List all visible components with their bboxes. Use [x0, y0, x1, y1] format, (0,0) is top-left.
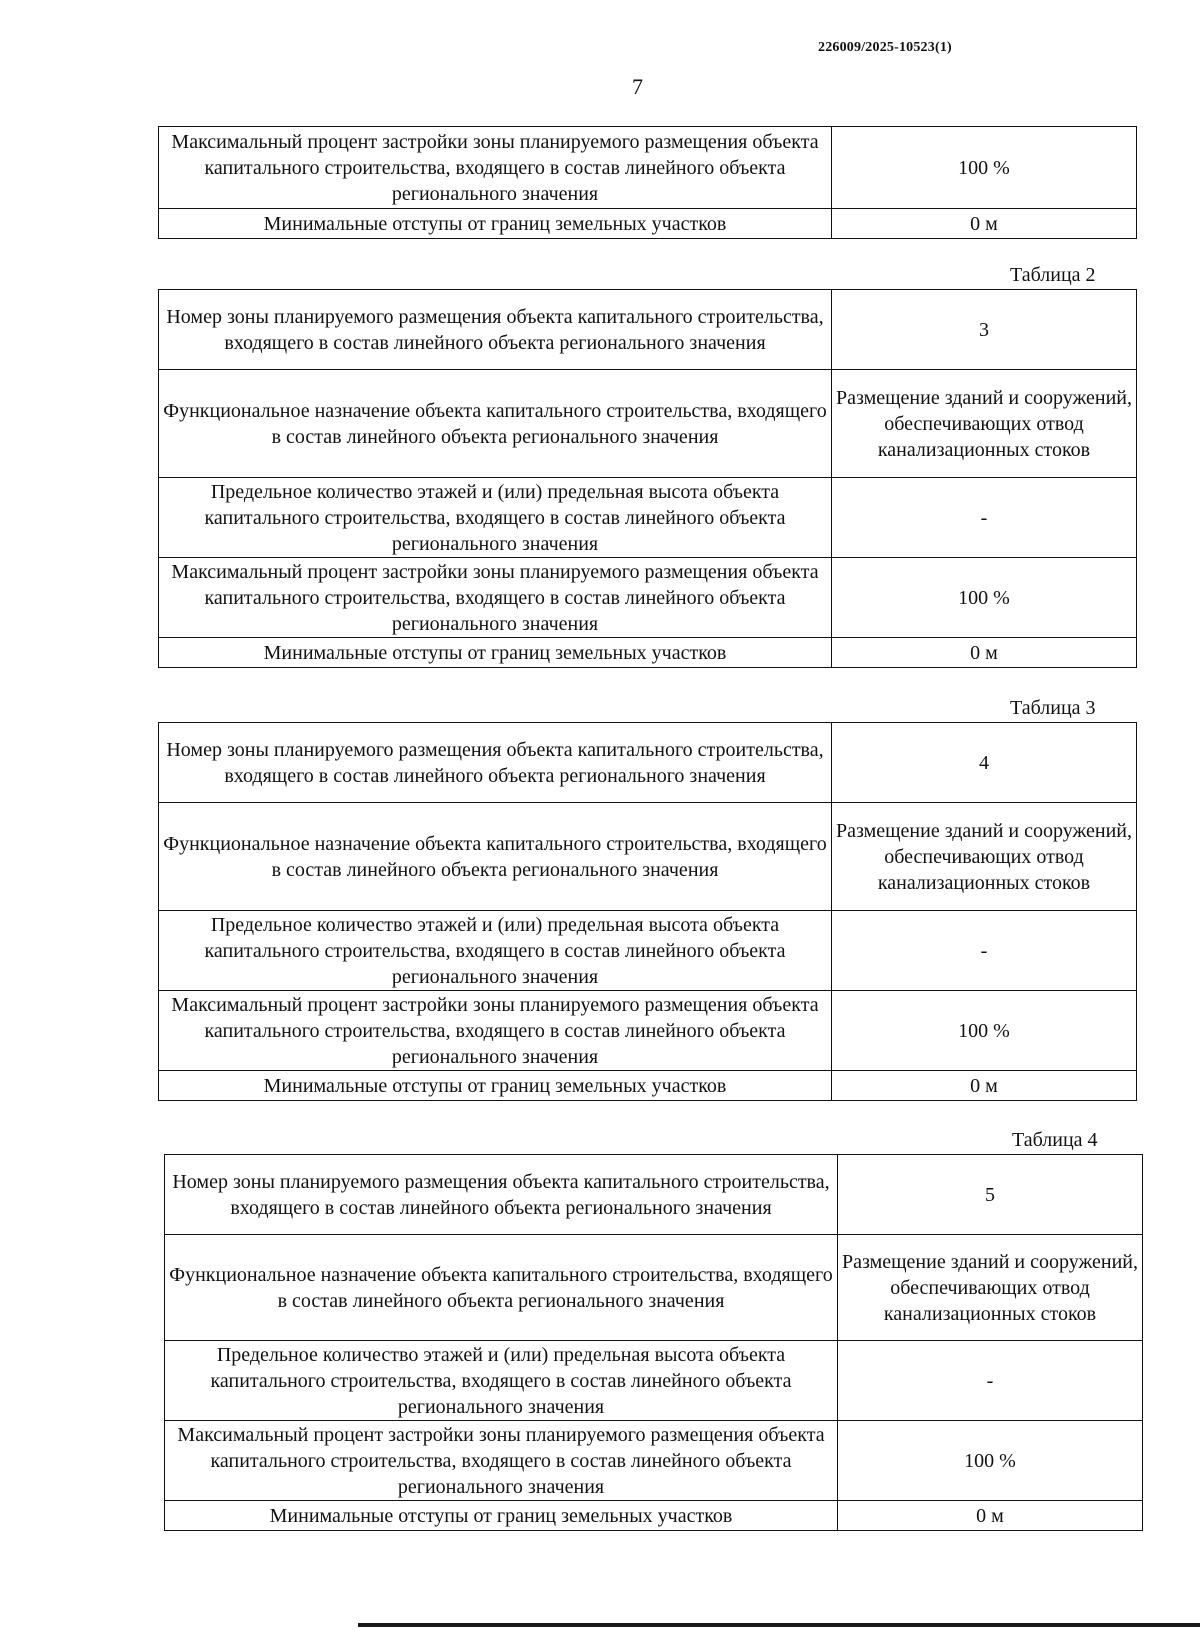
table-cell-value: 100 % — [832, 991, 1137, 1071]
table-cell-param: Предельное количество этажей и (или) предельная высота объекта капитального строительства, входящего в состав линейного объекта регионального значения — [159, 911, 832, 991]
table-cell-value: - — [832, 478, 1137, 558]
table-cell-param: Предельное количество этажей и (или) предельная высота объекта капитального строительства, входящего в состав линейного объекта регионального значения — [165, 1341, 838, 1421]
table-cell-value: 3 — [832, 290, 1137, 370]
table-row — [159, 723, 1137, 803]
table-row — [165, 1501, 1143, 1531]
table-cell-value: Размещение зданий и сооружений, обеспечивающих отвод канализационных стоков — [838, 1235, 1143, 1341]
table-cell-param: Функциональное назначение объекта капитального строительства, входящего в состав линейного объекта регионального значения — [159, 370, 832, 478]
table-row — [159, 911, 1137, 991]
table-cell-value: 0 м — [832, 209, 1137, 239]
table-cell-param: Максимальный процент застройки зоны планируемого размещения объекта капитального строительства, входящего в состав линейного объекта регионального значения — [165, 1421, 838, 1501]
page-number: 7 — [632, 74, 643, 99]
table-cell-param: Функциональное назначение объекта капитального строительства, входящего в состав линейного объекта регионального значения — [165, 1235, 838, 1341]
table-4 — [164, 1154, 1143, 1531]
table-cell-param: Номер зоны планируемого размещения объекта капитального строительства, входящего в состав линейного объекта регионального значения — [159, 290, 832, 370]
table-caption: Таблица 4 — [1012, 1129, 1098, 1151]
table-row — [159, 478, 1137, 558]
table-cell-param: Максимальный процент застройки зоны планируемого размещения объекта капитального строительства, входящего в состав линейного объекта регионального значения — [159, 991, 832, 1071]
table-row — [159, 290, 1137, 370]
table-cell-value: 0 м — [832, 1071, 1137, 1101]
table-cell-param: Максимальный процент застройки зоны планируемого размещения объекта капитального строительства, входящего в состав линейного объекта регионального значения — [159, 127, 832, 209]
table-cell-param: Минимальные отступы от границ земельных участков — [159, 209, 832, 239]
table-cell-param: Минимальные отступы от границ земельных участков — [159, 1071, 832, 1101]
table-cell-param: Функциональное назначение объекта капитального строительства, входящего в состав линейного объекта регионального значения — [159, 803, 832, 911]
table-3 — [158, 722, 1137, 1101]
bottom-scan-edge — [358, 1623, 1200, 1627]
table-cell-value: 100 % — [832, 558, 1137, 638]
table-cell-value: 100 % — [838, 1421, 1143, 1501]
table-row — [159, 991, 1137, 1071]
table-row — [159, 370, 1137, 478]
table-cell-param: Максимальный процент застройки зоны планируемого размещения объекта капитального строительства, входящего в состав линейного объекта регионального значения — [159, 558, 832, 638]
table-row — [159, 127, 1137, 209]
table-cell-param: Минимальные отступы от границ земельных участков — [159, 638, 832, 668]
table-cell-value: 0 м — [832, 638, 1137, 668]
table-cell-value: 0 м — [838, 1501, 1143, 1531]
table-cell-value: - — [832, 911, 1137, 991]
table-row — [165, 1341, 1143, 1421]
table-cell-param: Предельное количество этажей и (или) предельная высота объекта капитального строительства, входящего в состав линейного объекта регионального значения — [159, 478, 832, 558]
table-cell-param: Минимальные отступы от границ земельных участков — [165, 1501, 838, 1531]
table-row — [159, 803, 1137, 911]
table-row — [165, 1235, 1143, 1341]
table-2 — [158, 289, 1137, 668]
table-cell-param: Номер зоны планируемого размещения объекта капитального строительства, входящего в состав линейного объекта регионального значения — [159, 723, 832, 803]
table-caption: Таблица 3 — [1010, 697, 1096, 719]
table-row — [165, 1421, 1143, 1501]
table-row — [159, 558, 1137, 638]
table-cell-value: 100 % — [832, 127, 1137, 209]
table-cell-value: 5 — [838, 1155, 1143, 1235]
table-cell-value: - — [838, 1341, 1143, 1421]
table-1 — [158, 126, 1137, 239]
doc-number: 226009/2025-10523(1) — [818, 40, 952, 55]
table-cell-value: Размещение зданий и сооружений, обеспечивающих отвод канализационных стоков — [832, 803, 1137, 911]
table-row — [165, 1155, 1143, 1235]
table-cell-value: 4 — [832, 723, 1137, 803]
table-caption: Таблица 2 — [1010, 264, 1096, 286]
table-row — [159, 638, 1137, 668]
table-cell-param: Номер зоны планируемого размещения объекта капитального строительства, входящего в состав линейного объекта регионального значения — [165, 1155, 838, 1235]
table-cell-value: Размещение зданий и сооружений, обеспечивающих отвод канализационных стоков — [832, 370, 1137, 478]
table-row — [159, 1071, 1137, 1101]
table-row — [159, 209, 1137, 239]
